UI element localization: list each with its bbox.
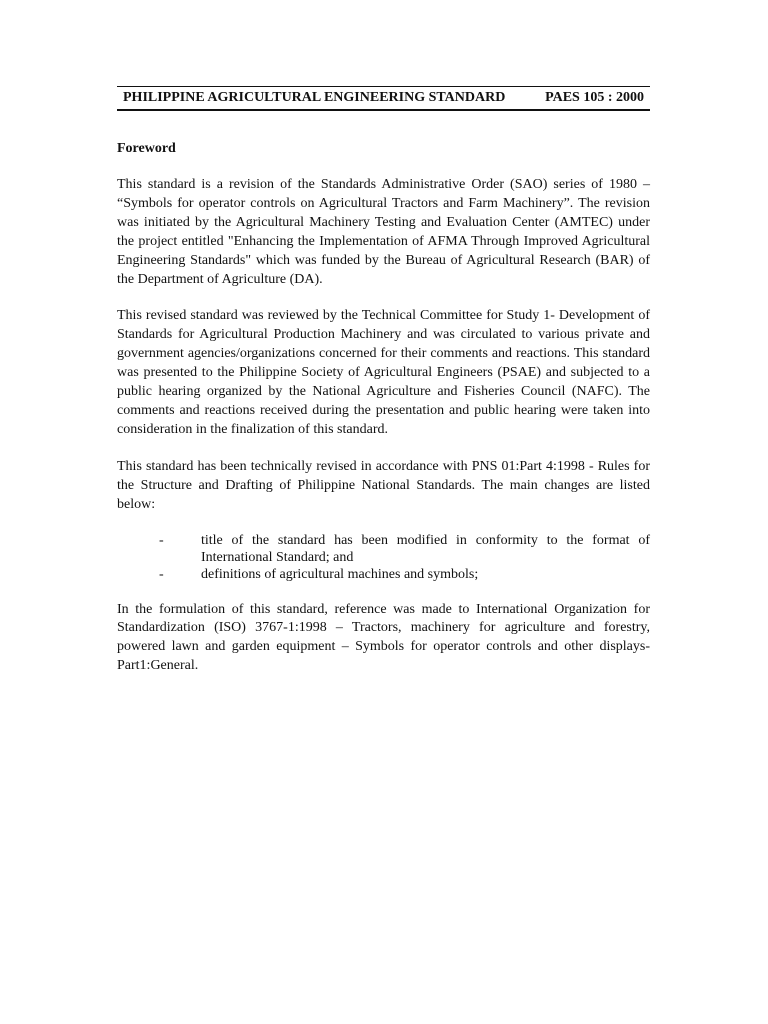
- standard-title: PHILIPPINE AGRICULTURAL ENGINEERING STANDARD: [123, 90, 506, 105]
- list-bullet: -: [159, 532, 164, 548]
- list-item-text: title of the standard has been modified in conformity to the format of International Standard; and: [201, 532, 650, 565]
- page-header: [117, 86, 650, 111]
- standard-code: PAES 105 : 2000: [545, 90, 644, 105]
- list-item: [117, 532, 650, 566]
- section-heading: Foreword: [117, 141, 176, 156]
- paragraph-reference: In the formulation of this standard, reference was made to International Organization for Standardization (ISO) 3767-1:1998 – Tractors, machinery for agriculture and forestry, powered lawn and garden equipment – Symbols for operator controls and other displays-Part1:General.: [117, 601, 650, 674]
- paragraph-review: This revised standard was reviewed by the Technical Committee for Study 1- Development of Standards for Agricultural Production Machinery and was circulated to various private and government agencies/organizations concerned for their comments and reactions. This standard was presented to the Philippine Society of Agricultural Engineers (PSAE) and subjected to a public hearing organized by the National Agriculture and Fisheries Council (NAFC). The comments and reactions received during the presentation and public hearing were taken into consideration in the finalization of this standard.: [117, 308, 650, 437]
- document-page: [117, 86, 650, 676]
- paragraph-changes-intro: This standard has been technically revised in accordance with PNS 01:Part 4:1998 - Rules for the Structure and Drafting of Philippine National Standards. The main changes are listed below:: [117, 458, 650, 512]
- changes-list: [117, 532, 650, 583]
- list-item-text: definitions of agricultural machines and symbols;: [201, 566, 479, 582]
- paragraph-revision: This standard is a revision of the Standards Administrative Order (SAO) series of 1980 – “Symbols for operator controls on Agricultural Tractors and Farm Machinery”. The revision was initiated by the Agricultural Machinery Testing and Evaluation Center (AMTEC) under the project entitled "Enhancing the Implementation of AFMA Through Improved Agricultural Engineering Standards" which was funded by the Bureau of Agricultural Research (BAR) of the Department of Agriculture (DA).: [117, 177, 650, 287]
- list-bullet: -: [159, 566, 164, 582]
- list-item: [117, 566, 650, 583]
